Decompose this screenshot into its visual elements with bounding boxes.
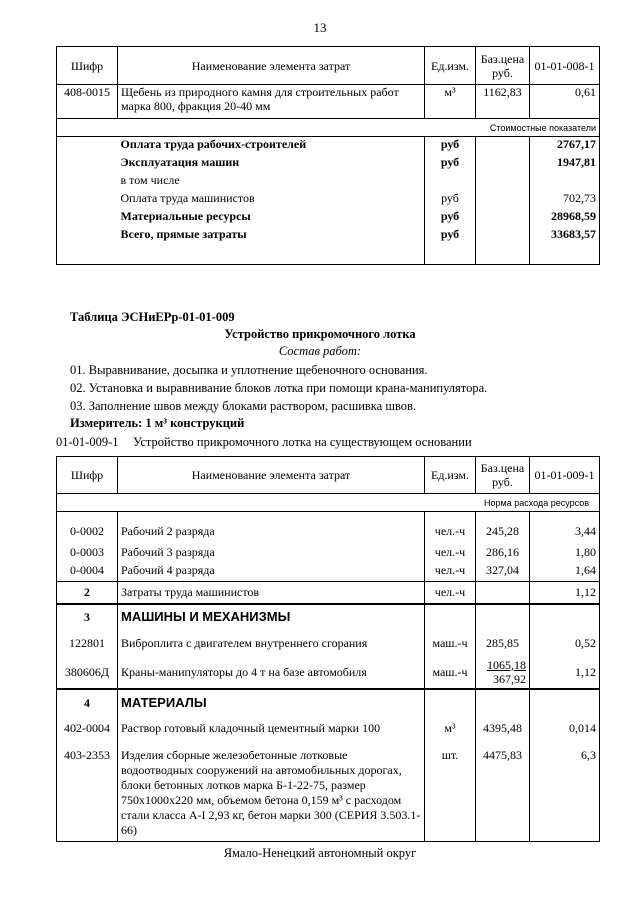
work-step: 01. Выравнивание, досыпка и уплотнение щебеночного основания. (70, 363, 428, 377)
table-row: 0-0004 Рабочий 4 разряда чел.-ч 327,04 1,64 (57, 559, 600, 582)
table-row: 2 Затраты труда машинистов чел.-ч 1,12 (57, 582, 600, 604)
item-code: 01-01-009-1 (56, 435, 119, 449)
cost-row: Оплата труда машинистов руб 702,73 (57, 191, 600, 209)
page-number: 13 (313, 20, 327, 35)
section-row-machines: 3 МАШИНЫ И МЕХАНИЗМЫ (57, 604, 600, 630)
work-step: 03. Заполнение швов между блоками раствором, расшивка швов. (70, 399, 417, 413)
col-code-header: Шифр (57, 47, 118, 85)
col-norm-header: 01-01-009-1 (530, 457, 600, 494)
table-title: Таблица ЭСНиЕРр-01-01-009 (70, 310, 235, 324)
cost-row: Эксплуатация машин руб 1947,81 (57, 155, 600, 173)
col-unit-header: Ед.изм. (425, 47, 476, 85)
table-1 (56, 46, 600, 265)
table-2-header (57, 457, 600, 494)
item-description: Устройство прикромочного лотка на существующем основании (133, 435, 472, 449)
section-row-materials: 4 МАТЕРИАЛЫ (57, 689, 600, 716)
col-unit-header: Ед.изм. (425, 457, 476, 494)
cost-row: в том числе (57, 173, 600, 191)
cost-row: Материальные ресурсы руб 28968,59 (57, 209, 600, 227)
price-secondary: 367,92 (493, 671, 526, 686)
footer: Ямало-Ненецкий автономный округ (223, 846, 417, 860)
norm-label-row: Норма расхода ресурсов (57, 494, 600, 512)
table-row: 408-0015 Щебень из природного камня для строительных работ марка 800, фракция 20-40 мм м³ 1162,83 0,61 (57, 85, 600, 119)
cost-label-row: Стоимостные показатели (57, 119, 600, 137)
col-norm-header: 01-01-008-1 (530, 47, 600, 85)
table-row: 403-2353 Изделия сборные железобетонные лотковые водоотводных сооружений на автомобильных дорогах, блоки бетонных лотков марка Б-1-22-75, размер 750х1000х220 мм, объемом бетона 0,159 м³ с расходом стали класса А-I 2,93 кг, бетон марки 300 (СЕРИЯ 3.503.1-66) шт. 4475,83 6,3 (57, 740, 600, 842)
cost-row: Оплата труда рабочих-строителей руб 2767,17 (57, 137, 600, 155)
table-1-header (57, 47, 600, 85)
col-price-header: Баз.цена руб. (476, 457, 530, 494)
table-row: 380606Д Краны-манипуляторы до 4 т на базе автомобиля маш.-ч 1065,18 367,92 1,12 (57, 656, 600, 689)
table-2 (56, 456, 600, 842)
table-row: 402-0004 Раствор готовый кладочный цементный марки 100 м³ 4395,48 0,014 (57, 716, 600, 740)
col-name-header: Наименование элемента затрат (118, 457, 425, 494)
table-row: 0-0003 Рабочий 3 разряда чел.-ч 286,16 1,80 (57, 538, 600, 559)
col-name-header: Наименование элемента затрат (118, 47, 425, 85)
cost-row: Всего, прямые затраты руб 33683,57 (57, 227, 600, 265)
col-price-header: Баз.цена руб. (476, 47, 530, 85)
table-row: 0-0002 Рабочий 2 разряда чел.-ч 245,28 3,44 (57, 512, 600, 538)
section-subtitle: Состав работ: (278, 344, 362, 358)
price-primary: 1065,18 (487, 657, 526, 672)
measure: Измеритель: 1 м³ конструкций (70, 416, 245, 430)
work-step: 02. Установка и выравнивание блоков лотка при помощи крана-манипулятора. (70, 381, 488, 395)
section-title: Устройство прикромочного лотка (224, 327, 416, 341)
table-row: 122801 Виброплита с двигателем внутреннего сгорания маш.-ч 285,85 0,52 (57, 630, 600, 656)
col-code-header: Шифр (57, 457, 118, 494)
